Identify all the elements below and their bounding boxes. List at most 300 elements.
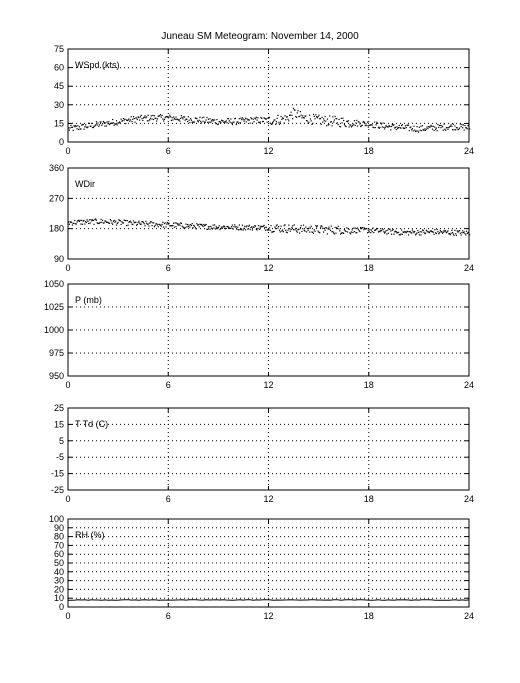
- data-point: [173, 116, 174, 117]
- y-tick-label: 950: [48, 371, 64, 381]
- data-point: [436, 233, 437, 234]
- data-point: [84, 126, 85, 127]
- data-point: [302, 115, 303, 116]
- data-point: [320, 118, 321, 119]
- data-point: [138, 221, 139, 222]
- data-point: [398, 127, 399, 128]
- data-point: [323, 231, 324, 232]
- data-point: [74, 220, 75, 221]
- data-point: [114, 222, 115, 223]
- data-point: [340, 126, 341, 127]
- data-point: [199, 117, 200, 118]
- data-point: [273, 121, 274, 122]
- data-point: [167, 116, 168, 117]
- data-point: [284, 123, 285, 124]
- data-point: [432, 129, 433, 130]
- data-point: [292, 118, 293, 119]
- data-point: [311, 226, 312, 227]
- data-point: [425, 130, 426, 131]
- data-point: [291, 115, 292, 116]
- data-point: [257, 117, 258, 118]
- x-tick-label: 6: [165, 146, 171, 156]
- data-point: [359, 121, 360, 122]
- data-point: [401, 229, 402, 230]
- data-point: [131, 116, 132, 117]
- data-point: [424, 128, 425, 129]
- data-point: [376, 124, 377, 125]
- data-point: [216, 227, 217, 228]
- data-point: [123, 118, 124, 119]
- data-point: [77, 128, 78, 129]
- data-point: [212, 228, 213, 229]
- x-tick-label: 24: [463, 146, 475, 156]
- data-point: [327, 119, 328, 120]
- data-point: [80, 128, 81, 129]
- data-point: [363, 121, 364, 122]
- data-point: [275, 228, 276, 229]
- data-point: [338, 226, 339, 227]
- data-point: [186, 119, 187, 120]
- data-point: [245, 118, 246, 119]
- data-point: [69, 130, 70, 131]
- data-point: [442, 126, 443, 127]
- data-point: [335, 116, 336, 117]
- data-point: [373, 232, 374, 233]
- y-tick-label: 10: [53, 593, 64, 604]
- data-point: [207, 229, 208, 230]
- data-point: [437, 229, 438, 230]
- data-point: [177, 223, 178, 224]
- data-point: [381, 230, 382, 231]
- data-point: [423, 232, 424, 233]
- data-point: [315, 225, 316, 226]
- data-point: [212, 120, 213, 121]
- data-point: [144, 223, 145, 224]
- data-point: [301, 115, 302, 116]
- data-point: [213, 227, 214, 228]
- data-point: [457, 127, 458, 128]
- data-point: [382, 126, 383, 127]
- data-point: [461, 126, 462, 127]
- x-tick-label: 24: [463, 611, 475, 621]
- data-point: [138, 117, 139, 118]
- data-point: [122, 120, 123, 121]
- y-tick-label: 80: [53, 531, 64, 542]
- data-point: [259, 229, 260, 230]
- data-point: [210, 226, 211, 227]
- data-point: [348, 126, 349, 127]
- data-point: [195, 227, 196, 228]
- data-point: [196, 223, 197, 224]
- y-tick-label: 60: [53, 62, 64, 73]
- data-point: [175, 117, 176, 118]
- data-point: [127, 119, 128, 120]
- data-point: [283, 231, 284, 232]
- data-point: [232, 224, 233, 225]
- data-point: [87, 219, 88, 220]
- data-point: [280, 116, 281, 117]
- data-point: [231, 122, 232, 123]
- data-point: [389, 229, 390, 230]
- data-point: [146, 116, 147, 117]
- data-point: [274, 227, 275, 228]
- data-point: [135, 222, 136, 223]
- data-point: [331, 226, 332, 227]
- data-point: [210, 122, 211, 123]
- data-point: [101, 125, 102, 126]
- data-point: [279, 124, 280, 125]
- data-point: [116, 224, 117, 225]
- data-point: [112, 224, 113, 225]
- data-point: [363, 229, 364, 230]
- data-point: [453, 234, 454, 235]
- data-point: [350, 233, 351, 234]
- data-point: [189, 227, 190, 228]
- data-point: [374, 122, 375, 123]
- data-point: [419, 234, 420, 235]
- data-point: [260, 121, 261, 122]
- data-point: [319, 232, 320, 233]
- data-point: [452, 129, 453, 130]
- data-point: [237, 227, 238, 228]
- data-point: [253, 121, 254, 122]
- data-point: [155, 225, 156, 226]
- data-point: [369, 231, 370, 232]
- data-point: [352, 125, 353, 126]
- data-point: [334, 119, 335, 120]
- data-point: [73, 130, 74, 131]
- data-point: [73, 223, 74, 224]
- data-point: [328, 124, 329, 125]
- data-point: [400, 233, 401, 234]
- data-point: [272, 122, 273, 123]
- data-point: [421, 231, 422, 232]
- data-point: [83, 129, 84, 130]
- data-point: [282, 229, 283, 230]
- x-tick-label: 18: [363, 380, 374, 390]
- data-point: [308, 227, 309, 228]
- data-point: [253, 119, 254, 120]
- data-point: [114, 125, 115, 126]
- data-point: [338, 119, 339, 120]
- data-point: [102, 123, 103, 124]
- data-point: [249, 120, 250, 121]
- data-point: [230, 228, 231, 229]
- data-point: [452, 232, 453, 233]
- panel-1: [54, 44, 474, 156]
- data-point: [368, 126, 369, 127]
- data-point: [294, 224, 295, 225]
- data-point: [285, 119, 286, 120]
- data-point: [304, 231, 305, 232]
- data-point: [379, 231, 380, 232]
- data-point: [462, 230, 463, 231]
- data-point: [184, 116, 185, 117]
- data-point: [463, 124, 464, 125]
- data-point: [429, 232, 430, 233]
- data-point: [277, 115, 278, 116]
- data-point: [298, 229, 299, 230]
- data-point: [266, 227, 267, 228]
- data-point: [240, 122, 241, 123]
- data-point: [243, 228, 244, 229]
- y-tick-label: 270: [48, 193, 64, 204]
- data-point: [318, 116, 319, 117]
- data-point: [87, 126, 88, 127]
- data-point: [148, 225, 149, 226]
- data-point: [94, 224, 95, 225]
- data-point: [91, 220, 92, 221]
- data-point: [97, 124, 98, 125]
- data-point: [159, 115, 160, 116]
- data-point: [454, 129, 455, 130]
- data-point: [388, 233, 389, 234]
- data-point: [418, 232, 419, 233]
- data-point: [451, 126, 452, 127]
- data-point: [140, 116, 141, 117]
- x-tick-label: 6: [165, 263, 171, 273]
- data-point: [238, 123, 239, 124]
- data-point: [362, 125, 363, 126]
- x-tick-label: 18: [363, 146, 374, 156]
- data-point: [295, 228, 296, 229]
- data-point: [461, 232, 462, 233]
- data-point: [175, 222, 176, 223]
- data-point: [217, 228, 218, 229]
- data-point: [150, 118, 151, 119]
- data-point: [185, 224, 186, 225]
- data-point: [165, 222, 166, 223]
- data-point: [311, 120, 312, 121]
- data-point: [246, 226, 247, 227]
- data-point: [423, 130, 424, 131]
- data-point: [410, 126, 411, 127]
- data-point: [276, 121, 277, 122]
- data-point: [359, 231, 360, 232]
- data-point: [409, 130, 410, 131]
- data-point: [226, 122, 227, 123]
- data-point: [280, 226, 281, 227]
- data-point: [425, 233, 426, 234]
- data-point: [80, 223, 81, 224]
- data-point: [350, 125, 351, 126]
- data-point: [203, 224, 204, 225]
- data-point: [304, 117, 305, 118]
- data-point: [416, 130, 417, 131]
- data-point: [420, 130, 421, 131]
- data-point: [329, 115, 330, 116]
- data-point: [301, 225, 302, 226]
- data-point: [125, 220, 126, 221]
- data-point: [239, 118, 240, 119]
- data-point: [287, 230, 288, 231]
- data-point: [390, 231, 391, 232]
- data-point: [288, 225, 289, 226]
- data-point: [86, 222, 87, 223]
- data-point: [200, 121, 201, 122]
- data-point: [462, 127, 463, 128]
- data-point: [240, 228, 241, 229]
- data-point: [198, 224, 199, 225]
- data-point: [384, 128, 385, 129]
- data-point: [396, 126, 397, 127]
- data-point: [437, 124, 438, 125]
- data-point: [427, 126, 428, 127]
- data-point: [408, 234, 409, 235]
- data-point: [212, 225, 213, 226]
- data-point: [134, 122, 135, 123]
- data-point: [277, 227, 278, 228]
- data-point: [188, 116, 189, 117]
- data-point: [388, 126, 389, 127]
- data-point: [129, 121, 130, 122]
- data-point: [252, 123, 253, 124]
- data-point: [332, 116, 333, 117]
- y-tick-label: 1000: [43, 325, 64, 335]
- data-point: [418, 132, 419, 133]
- data-point: [372, 228, 373, 229]
- data-point: [434, 229, 435, 230]
- data-point: [241, 229, 242, 230]
- data-point: [326, 228, 327, 229]
- data-point: [132, 119, 133, 120]
- data-point: [130, 119, 131, 120]
- data-point: [312, 123, 313, 124]
- data-point: [172, 119, 173, 120]
- data-point: [220, 228, 221, 229]
- data-point: [464, 231, 465, 232]
- data-point: [252, 229, 253, 230]
- data-point: [328, 227, 329, 228]
- data-point: [334, 233, 335, 234]
- panel-label: WDir: [75, 179, 95, 189]
- data-point: [271, 124, 272, 125]
- data-point: [308, 123, 309, 124]
- data-point: [440, 230, 441, 231]
- data-point: [117, 124, 118, 125]
- data-point: [454, 230, 455, 231]
- data-point: [268, 229, 269, 230]
- data-point: [455, 129, 456, 130]
- data-point: [267, 122, 268, 123]
- data-point: [173, 223, 174, 224]
- data-point: [131, 222, 132, 223]
- data-point: [307, 120, 308, 121]
- data-point: [131, 121, 132, 122]
- y-tick-label: 0: [58, 602, 64, 612]
- data-point: [141, 118, 142, 119]
- data-point: [464, 233, 465, 234]
- y-tick-label: 90: [53, 254, 64, 264]
- data-point: [352, 232, 353, 233]
- data-point: [116, 120, 117, 121]
- y-tick-label: 5: [58, 435, 64, 446]
- data-point: [211, 120, 212, 121]
- data-point: [280, 121, 281, 122]
- data-point: [240, 118, 241, 119]
- data-point: [236, 124, 237, 125]
- data-point: [301, 117, 302, 118]
- plot-frame: [68, 49, 469, 142]
- data-point: [76, 223, 77, 224]
- data-point: [209, 226, 210, 227]
- data-point: [189, 122, 190, 123]
- x-tick-label: 0: [65, 380, 71, 390]
- data-point: [461, 234, 462, 235]
- data-point: [164, 119, 165, 120]
- x-tick-label: 24: [463, 380, 475, 390]
- data-point: [255, 118, 256, 119]
- data-point: [344, 124, 345, 125]
- data-point: [194, 122, 195, 123]
- y-tick-label: 70: [53, 540, 64, 551]
- data-point: [436, 127, 437, 128]
- data-point: [278, 122, 279, 123]
- data-point: [157, 118, 158, 119]
- data-point: [270, 225, 271, 226]
- data-point: [216, 119, 217, 120]
- data-point: [435, 129, 436, 130]
- data-point: [433, 126, 434, 127]
- data-point: [293, 229, 294, 230]
- data-point: [257, 120, 258, 121]
- data-point: [123, 222, 124, 223]
- x-tick-label: 18: [363, 611, 374, 621]
- data-point: [158, 226, 159, 227]
- data-point: [464, 125, 465, 126]
- data-point: [318, 231, 319, 232]
- data-point: [342, 118, 343, 119]
- data-point: [386, 233, 387, 234]
- data-point: [275, 124, 276, 125]
- data-point: [318, 115, 319, 116]
- data-point: [148, 115, 149, 116]
- panel-4: [51, 403, 474, 504]
- data-point: [287, 119, 288, 120]
- data-point: [296, 117, 297, 118]
- data-point: [171, 120, 172, 121]
- data-point: [368, 230, 369, 231]
- data-point: [447, 127, 448, 128]
- data-point: [264, 227, 265, 228]
- data-point: [284, 115, 285, 116]
- data-point: [321, 117, 322, 118]
- data-point: [413, 232, 414, 233]
- data-point: [147, 120, 148, 121]
- y-tick-label: 30: [53, 99, 64, 110]
- data-point: [308, 230, 309, 231]
- chart-title: Juneau SM Meteogram: November 14, 2000: [161, 31, 359, 42]
- x-tick-label: 12: [263, 611, 274, 621]
- data-point: [306, 231, 307, 232]
- x-tick-label: 18: [363, 494, 374, 504]
- data-point: [355, 228, 356, 229]
- data-point: [230, 118, 231, 119]
- data-point: [144, 115, 145, 116]
- data-point: [300, 227, 301, 228]
- data-point: [278, 226, 279, 227]
- x-tick-label: 0: [65, 494, 71, 504]
- data-point: [386, 230, 387, 231]
- y-tick-label: 50: [53, 558, 64, 568]
- data-point: [261, 118, 262, 119]
- data-point: [96, 220, 97, 221]
- y-tick-label: 40: [53, 566, 64, 577]
- data-point: [291, 229, 292, 230]
- x-tick-label: 12: [263, 380, 274, 390]
- data-point: [151, 221, 152, 222]
- data-point: [189, 120, 190, 121]
